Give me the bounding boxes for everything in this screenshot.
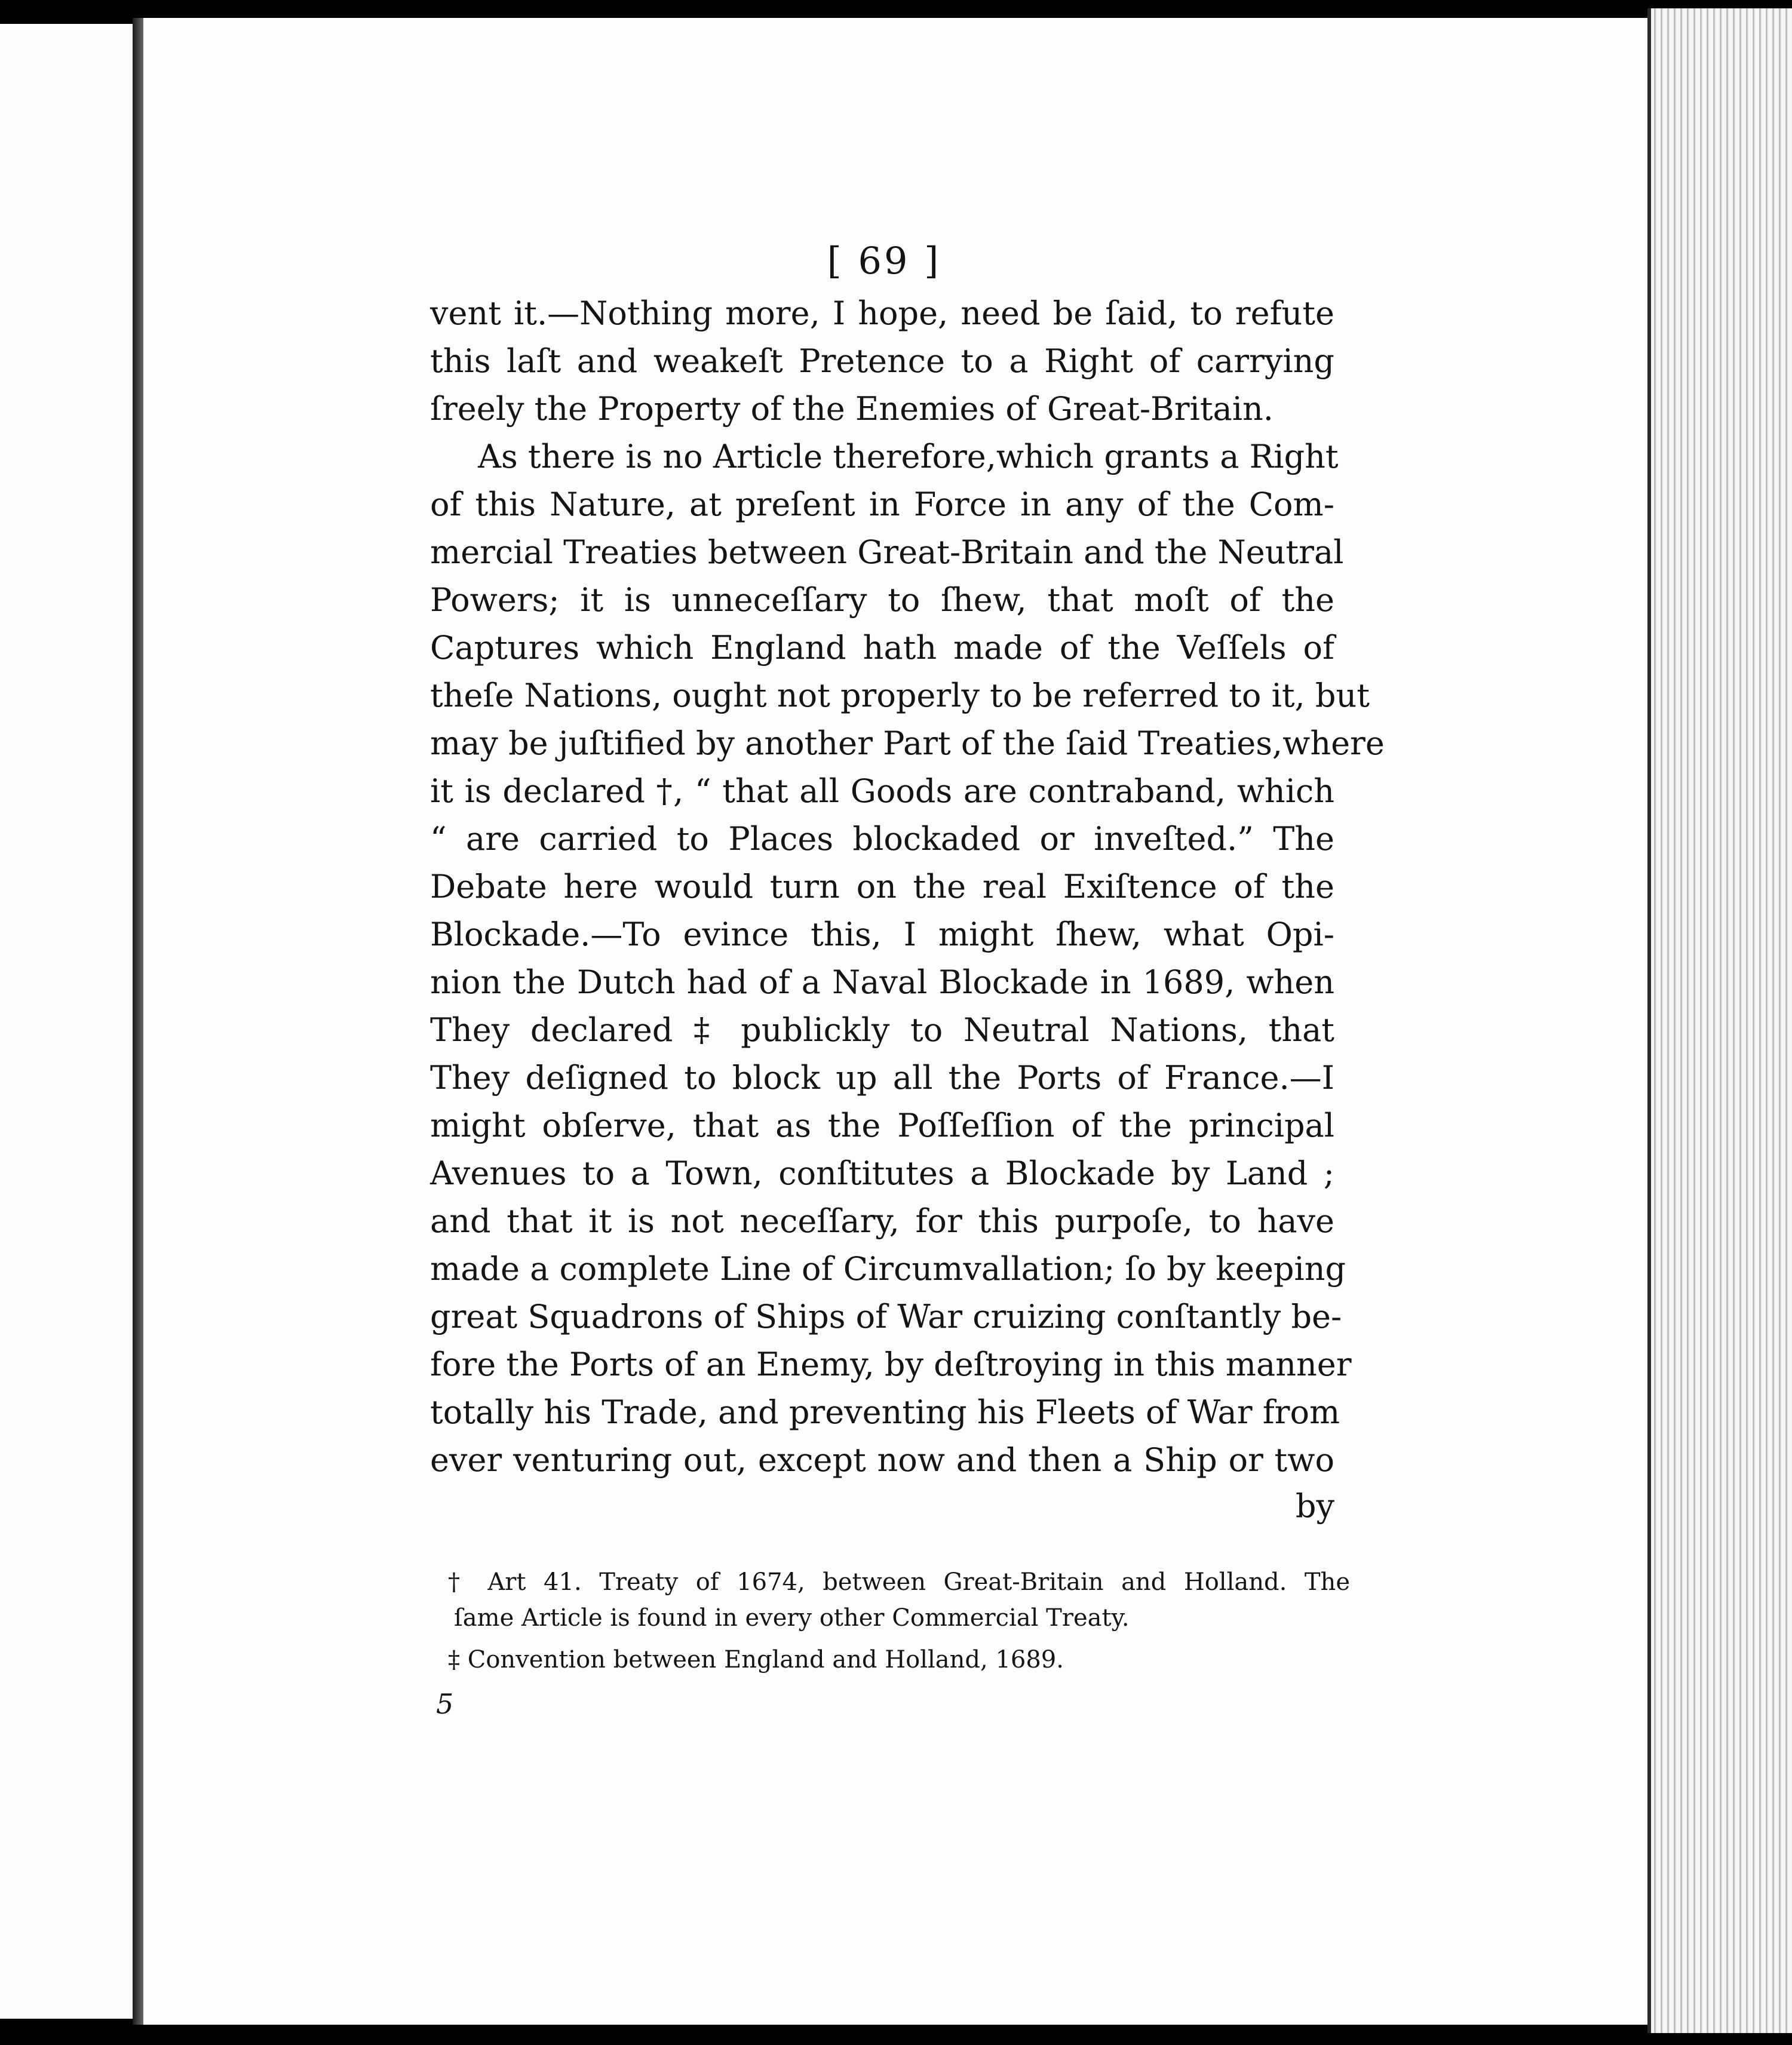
footnote-line: ‡ Convention between England and Holland, 1689. xyxy=(448,1646,1064,1674)
body-line: Powers; it is unneceſſary to ſhew, that moſt of the xyxy=(430,581,1334,619)
signature-mark: 5 xyxy=(436,1688,454,1720)
body-line: theſe Nations, ought not properly to be referred to it, but xyxy=(430,677,1370,714)
body-line: mercial Treaties between Great-Britain and the Neutral xyxy=(430,533,1344,571)
body-line: may be juſtified by another Part of the ſaid Treaties,where xyxy=(430,724,1385,762)
body-line: Debate here would turn on the real Exiſtence of the xyxy=(430,868,1334,905)
body-line: Captures which England hath made of the Veſſels of xyxy=(430,629,1334,667)
body-line: it is declared †, “ that all Goods are contraband, which xyxy=(430,772,1334,810)
body-line: ſreely the Property of the Enemies of Great-Britain. xyxy=(430,390,1274,428)
body-line: Avenues to a Town, conſtitutes a Blockade by Land ; xyxy=(430,1154,1334,1192)
body-line: totally his Trade, and preventing his Fleets of War from xyxy=(430,1393,1340,1431)
body-line: of this Nature, at preſent in Force in any of the Com- xyxy=(430,486,1334,523)
page-number: [ 69 ] xyxy=(827,239,941,283)
page-fore-edge xyxy=(1647,8,1792,2033)
facing-page xyxy=(0,24,135,2019)
body-line: vent it.—Nothing more, I hope, need be ſaid, to refute xyxy=(430,294,1334,332)
body-line: great Squadrons of Ships of War cruizing conſtantly be- xyxy=(430,1298,1342,1335)
body-line: nion the Dutch had of a Naval Blockade in 1689, when xyxy=(430,963,1334,1001)
body-line: might obſerve, that as the Poſſeſſion of the principal xyxy=(430,1107,1334,1144)
body-line: made a complete Line of Circumvallation; ſo by keeping xyxy=(430,1250,1346,1288)
body-line: fore the Ports of an Enemy, by deſtroying in this manner xyxy=(430,1346,1352,1383)
body-line: They declared ‡ publickly to Neutral Nations, that xyxy=(430,1011,1334,1049)
body-line: Blockade.—To evince this, I might ſhew, what Opi- xyxy=(430,916,1334,953)
body-line: “ are carried to Places blockaded or inveſted.” The xyxy=(430,820,1334,858)
footnote-line: † Art 41. Treaty of 1674, between Great-Britain and Holland. The xyxy=(448,1568,1350,1596)
footnote-line: ſame Article is found in every other Commercial Treaty. xyxy=(454,1604,1130,1632)
body-line: They deſigned to block up all the Ports of France.—I xyxy=(430,1059,1334,1097)
body-line: ever venturing out, except now and then a Ship or two xyxy=(430,1441,1334,1479)
book-gutter xyxy=(133,18,143,2025)
catchword: by xyxy=(1295,1487,1334,1525)
body-line: this laſt and weakeſt Pretence to a Right of carrying xyxy=(430,342,1334,380)
body-line: and that it is not neceſſary, for this purpoſe, to have xyxy=(430,1202,1334,1240)
body-line: As there is no Article therefore,which grants a Right xyxy=(478,438,1339,475)
